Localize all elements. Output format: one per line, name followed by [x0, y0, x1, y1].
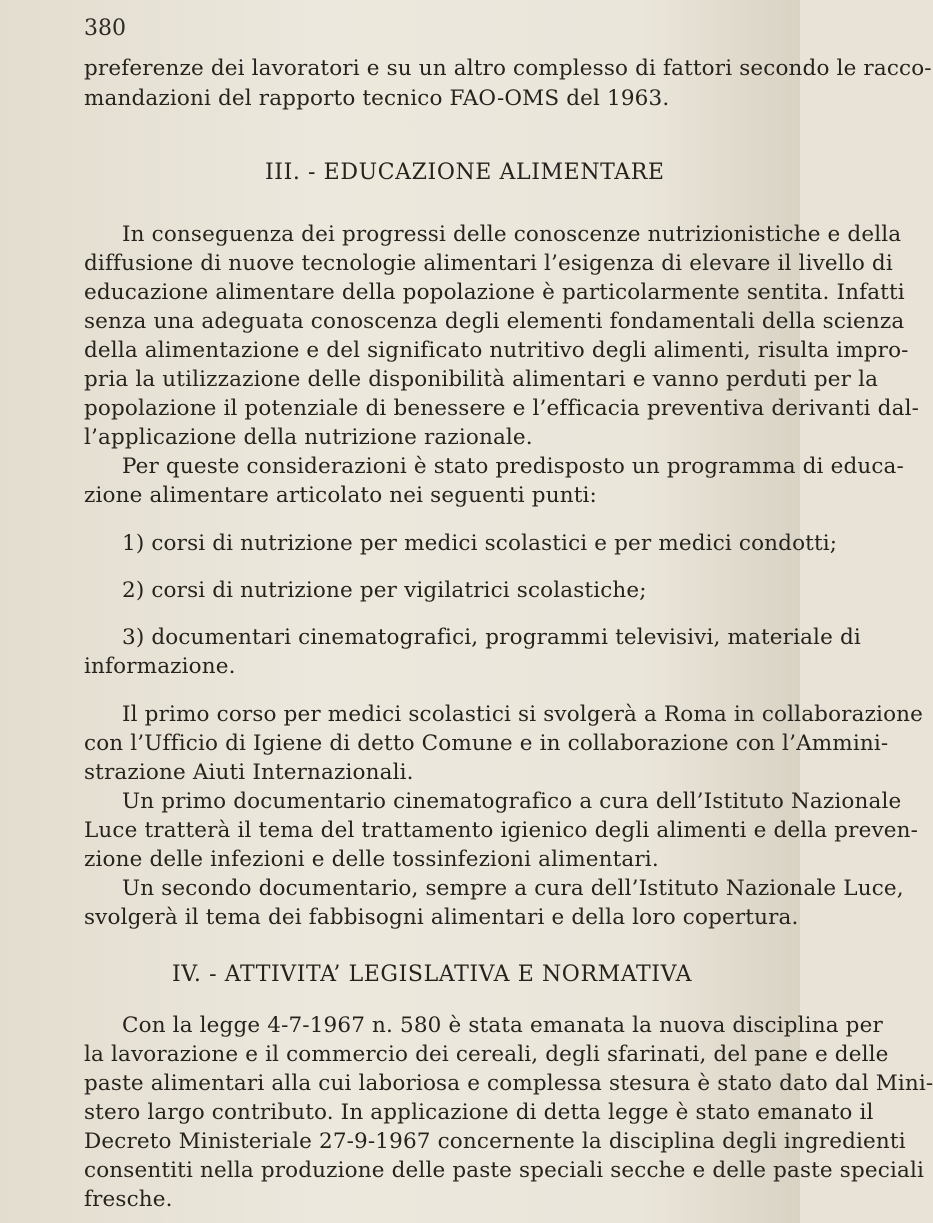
intro-line: preferenze dei lavoratori e su un altro complesso di fattori secondo le racco- — [84, 56, 932, 81]
paragraph-line: stero largo contributo. In applicazione di detta legge è stato emanato il — [84, 1100, 874, 1125]
list-item: 3) documentari cinematografici, programmi televisivi, materiale di — [122, 625, 861, 650]
list-item-continuation: informazione. — [84, 654, 236, 679]
paragraph-line: Con la legge 4-7-1967 n. 580 è stata emanata la nuova disciplina per — [122, 1013, 883, 1038]
paragraph-line: strazione Aiuti Internazionali. — [84, 760, 414, 785]
paragraph-line: diffusione di nuove tecnologie alimentari l’esigenza di elevare il livello di — [84, 251, 893, 276]
paragraph-line: In conseguenza dei progressi delle conoscenze nutrizionistiche e della — [122, 222, 902, 247]
paragraph-line: zione alimentare articolato nei seguenti punti: — [84, 483, 597, 508]
paragraph-line: consentiti nella produzione delle paste speciali secche e delle paste speciali — [84, 1158, 924, 1183]
paragraph-line: Il primo corso per medici scolastici si svolgerà a Roma in collaborazione — [122, 702, 924, 727]
paragraph-line: Luce tratterà il tema del trattamento igienico degli alimenti e della preven- — [84, 818, 919, 843]
paragraph-line: paste alimentari alla cui laboriosa e complessa stesura è stato dato dal Mini- — [84, 1071, 933, 1096]
list-item: 2) corsi di nutrizione per vigilatrici scolastiche; — [122, 578, 647, 603]
intro-line: mandazioni del rapporto tecnico FAO-OMS del 1963. — [84, 86, 670, 111]
paragraph-line: Un primo documentario cinematografico a cura dell’Istituto Nazionale — [122, 789, 902, 814]
paragraph-line: fresche. — [84, 1187, 173, 1212]
paragraph-line: senza una adeguata conoscenza degli elementi fondamentali della scienza — [84, 309, 905, 334]
list-item: 1) corsi di nutrizione per medici scolastici e per medici condotti; — [122, 531, 838, 556]
paragraph-line: Per queste considerazioni è stato predisposto un programma di educa- — [122, 454, 904, 479]
paragraph-line: zione delle infezioni e delle tossinfezioni alimentari. — [84, 847, 659, 872]
paragraph-line: la lavorazione e il commercio dei cereali, degli sfarinati, del pane e delle — [84, 1042, 889, 1067]
section-heading-educazione-alimentare: III. - EDUCAZIONE ALIMENTARE — [265, 160, 665, 185]
paragraph-line: con l’Ufficio di Igiene di detto Comune e in collaborazione con l’Ammini- — [84, 731, 889, 756]
paragraph-line: pria la utilizzazione delle disponibilità alimentari e vanno perduti per la — [84, 367, 879, 392]
paragraph-line: Un secondo documentario, sempre a cura dell’Istituto Nazionale Luce, — [122, 876, 904, 901]
paragraph-line: popolazione il potenziale di benessere e l’efficacia preventiva derivanti dal- — [84, 396, 920, 421]
paragraph-line: della alimentazione e del significato nutritivo degli alimenti, risulta impro- — [84, 338, 909, 363]
paragraph-line: educazione alimentare della popolazione è particolarmente sentita. Infatti — [84, 280, 905, 305]
page-number: 380 — [84, 16, 126, 41]
section-heading-attivita-legislativa: IV. - ATTIVITA’ LEGISLATIVA E NORMATIVA — [172, 962, 693, 987]
paragraph-line: Decreto Ministeriale 27-9-1967 concernente la disciplina degli ingredienti — [84, 1129, 906, 1154]
paragraph-line: svolgerà il tema dei fabbisogni alimentari e della loro copertura. — [84, 905, 799, 930]
paragraph-line: l’applicazione della nutrizione razionale. — [84, 425, 533, 450]
